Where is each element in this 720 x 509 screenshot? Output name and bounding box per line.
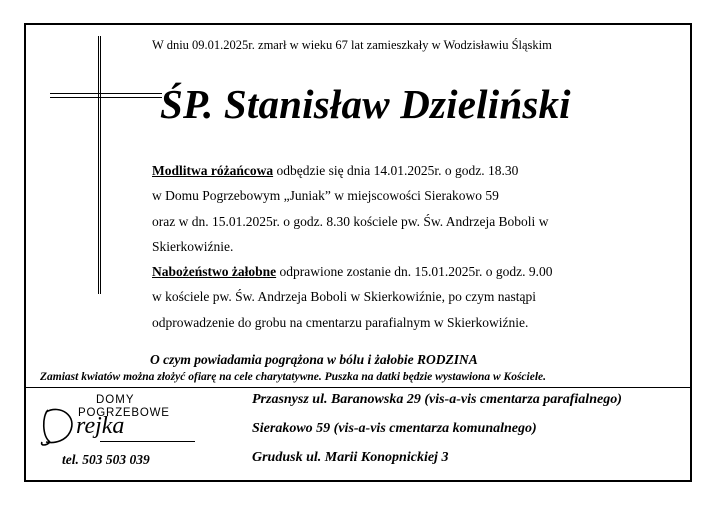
- logo-underline: [100, 441, 195, 442]
- logo-d-icon: [40, 402, 80, 450]
- divider: [26, 387, 690, 388]
- funeral-line-1: Nabożeństwo żałobne odprawione zostanie dn. 15.01.2025r. o godz. 9.00: [152, 264, 553, 280]
- logo-line-2: POGRZEBOWE: [78, 407, 170, 419]
- phone-number: tel. 503 503 039: [62, 452, 150, 467]
- logo-name: rejka: [76, 413, 125, 439]
- intro-text: W dniu 09.01.2025r. zmarł w wieku 67 lat zamieszkały w Wodzisławiu Śląskim: [152, 38, 552, 52]
- ceremony-details: [152, 158, 552, 335]
- rosary-label: Modlitwa różańcowa: [152, 163, 274, 178]
- rosary-line-1: Modlitwa różańcowa odbędzie się dnia 14.01.2025r. o godz. 18.30: [152, 163, 519, 178]
- logo-line-1: DOMY: [96, 394, 135, 406]
- funeral-line-3: odprowadzenie do grobu na cmentarzu parafialnym w Skierkowiźnie.: [152, 314, 529, 330]
- deceased-name: ŚP. Stanisław Dzieliński: [160, 81, 571, 127]
- cross-icon: [98, 36, 101, 294]
- address-1: Przasnysz ul. Baranowska 29 (vis-a-vis cmentarza parafialnego): [252, 392, 622, 407]
- rosary-line-3: oraz w dn. 15.01.2025r. o godz. 8.30 kościele pw. Św. Andrzeja Boboli w: [152, 213, 549, 229]
- rosary-line-4: Skierkowiźnie.: [152, 238, 234, 254]
- cross-bar: [50, 93, 162, 98]
- funeral-home-logo: [40, 392, 200, 452]
- flowers-note: Zamiast kwiatów można złożyć ofiarę na cele charytatywne. Puszka na datki będzie wystawiona w Kościele.: [40, 371, 546, 383]
- rosary-line-2: w Domu Pogrzebowym „Juniak” w miejscowości Sierakowo 59: [152, 188, 499, 204]
- address-2: Sierakowo 59 (vis-a-vis cmentarza komunalnego): [252, 421, 537, 436]
- address-3: Grudusk ul. Marii Konopnickiej 3: [252, 450, 449, 465]
- funeral-line-2: w kościele pw. Św. Andrzeja Boboli w Skierkowiźnie, po czym nastąpi: [152, 289, 537, 305]
- closing-text: O czym powiadamia pogrążona w bólu i żałobie RODZINA: [150, 352, 478, 367]
- funeral-label: Nabożeństwo żałobne: [152, 264, 277, 280]
